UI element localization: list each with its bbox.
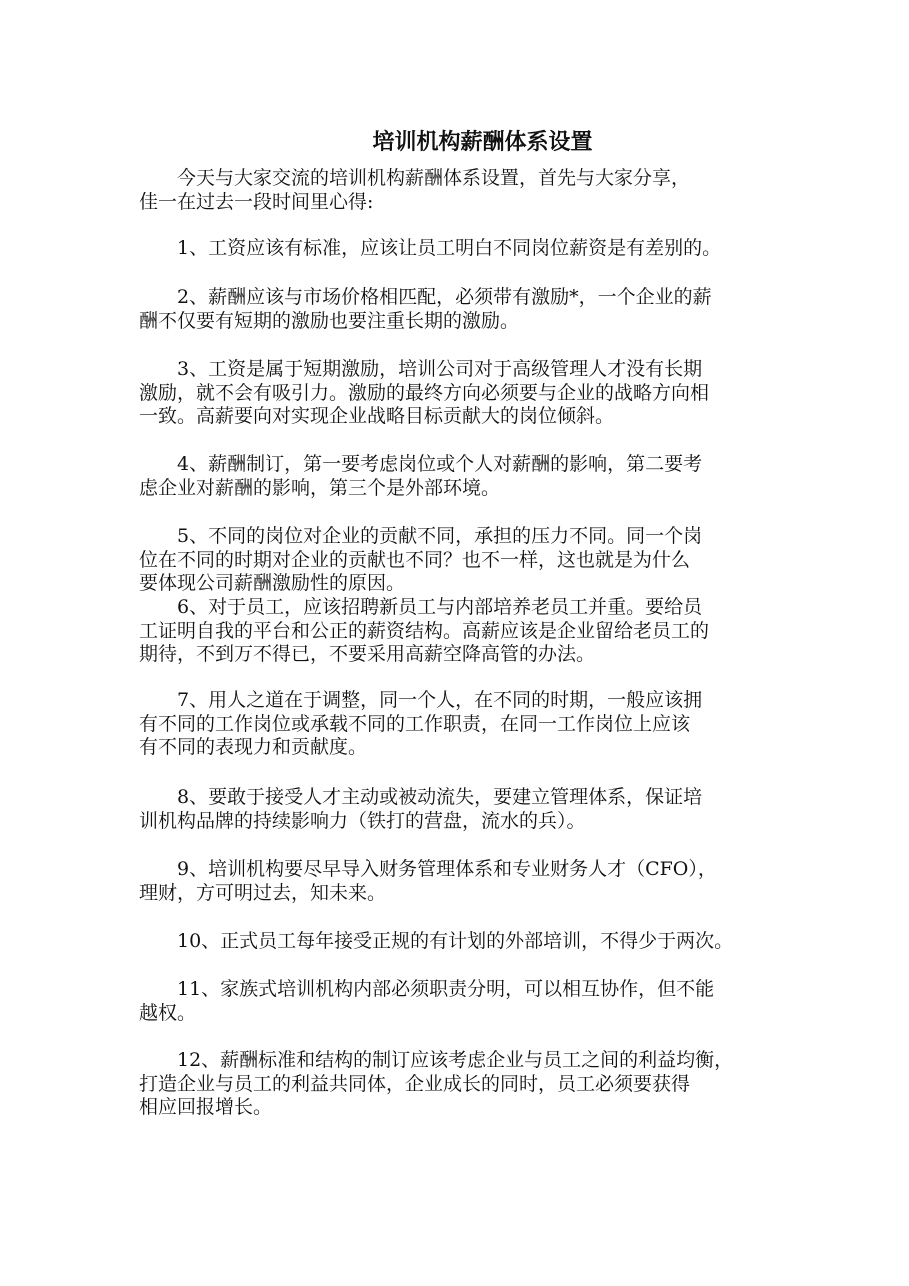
paragraph-11: 11、家族式培训机构内部必须职责分明，可以相互协作，但不能 越权。	[139, 978, 715, 1024]
paragraph-1: 1、工资应该有标准，应该让员工明白不同岗位薪资是有差别的。	[139, 237, 722, 259]
paragraph-12: 12、薪酬标准和结构的制订应该考虑企业与员工之间的利益均衡， 打造企业与员工的利益共同体，企业成长的同时，员工必须要获得 相应回报增长。	[139, 1049, 734, 1118]
paragraph-10: 10、正式员工每年接受正规的有计划的外部培训，不得少于两次。	[139, 930, 734, 952]
paragraph-8: 8、要敢于接受人才主动或被动流失，要建立管理体系，保证培 训机构品牌的持续影响力（铁打的营盘，流水的兵）。	[139, 786, 703, 832]
paragraph-intro: 今天与大家交流的培训机构薪酬体系设置，首先与大家分享， 佳一在过去一段时间里心得:	[139, 167, 691, 213]
paragraph-2: 2、薪酬应该与市场价格相匹配，必须带有激励*，一个企业的薪 酬不仅要有短期的激励也要注重长期的激励。	[139, 286, 712, 332]
paragraph-6: 6、对于员工，应该招聘新员工与内部培养老员工并重。要给员 工证明自我的平台和公正的薪资结构。高薪应该是企业留给老员工的 期待，不到万不得已，不要采用高薪空降高管的办法。	[139, 596, 710, 665]
paragraph-7: 7、用人之道在于调整，同一个人，在不同的时期，一般应该拥 有不同的工作岗位或承载不同的工作职责，在同一工作岗位上应该 有不同的表现力和贡献度。	[139, 689, 703, 758]
paragraph-3: 3、工资是属于短期激励，培训公司对于高级管理人才没有长期 激励，就不会有吸引力。激励的最终方向必须要与企业的战略方向相 一致。高薪要向对实现企业战略目标贡献大的岗位倾斜。	[139, 358, 710, 427]
paragraph-5: 5、不同的岗位对企业的贡献不同，承担的压力不同。同一个岗 位在不同的时期对企业的贡献也不同？也不一样，这也就是为什么 要体现公司薪酬激励性的原因。	[139, 525, 703, 594]
paragraph-4: 4、薪酬制订，第一要考虑岗位或个人对薪酬的影响，第二要考 虑企业对薪酬的影响，第三个是外部环境。	[139, 453, 703, 499]
paragraph-9: 9、培训机构要尽早导入财务管理体系和专业财务人才（CFO）， 理财，方可明过去，知未来。	[139, 858, 717, 904]
document-title: 培训机构薪酬体系设置	[372, 130, 593, 155]
